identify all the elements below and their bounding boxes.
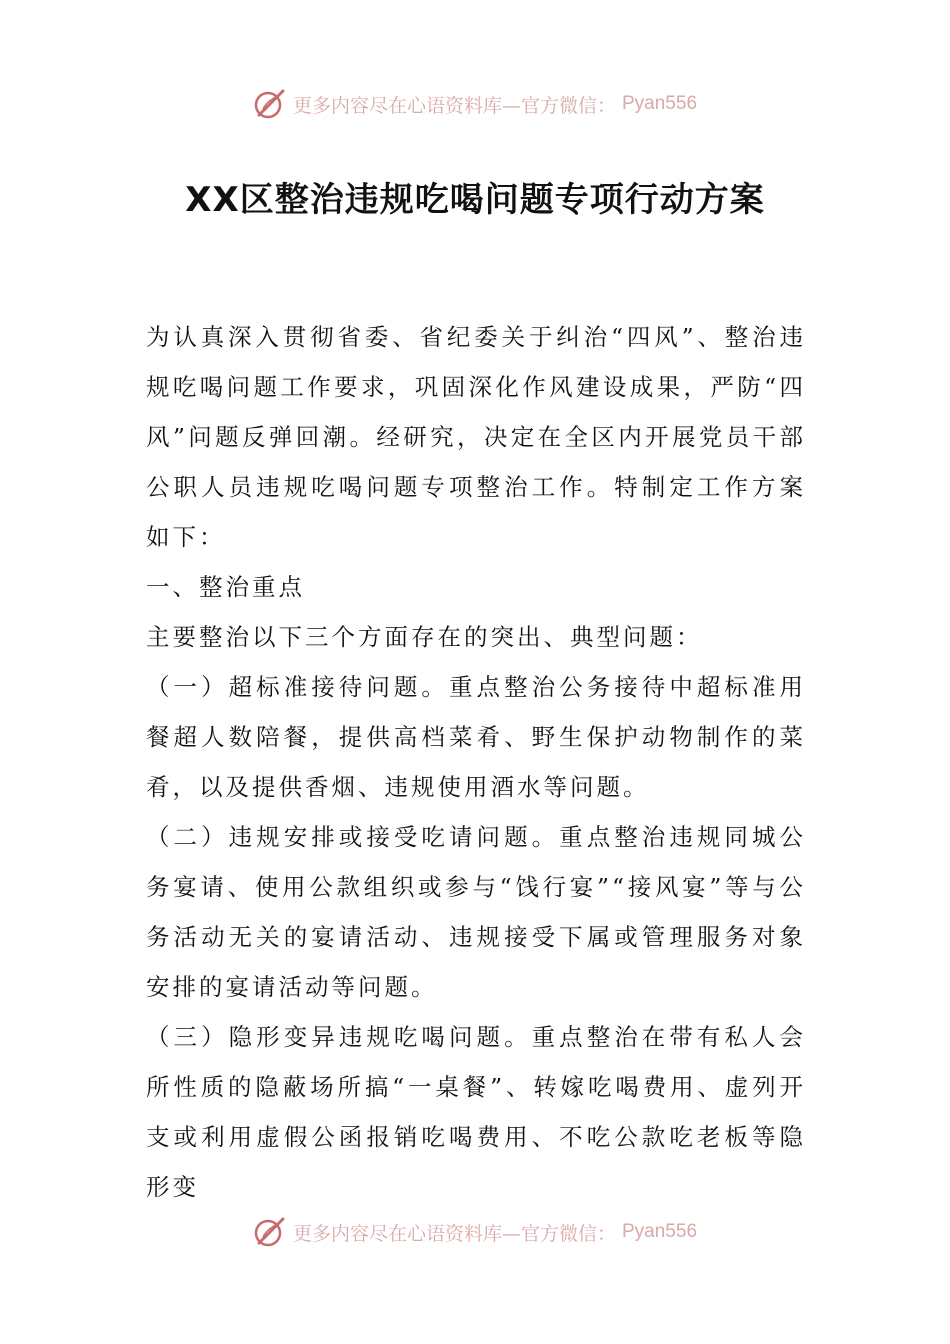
section-lead: 主要整治以下三个方面存在的突出、典型问题：	[146, 623, 703, 651]
item-paragraph: （三）隐形变异违规吃喝问题。重点整治在带有私人会所性质的隐蔽场所搞“一桌餐”、转嫁吃喝费用、虚列开支或利用虚假公函报销吃喝费用、不吃公款吃老板等隐形变	[146, 1023, 806, 1201]
header-watermark	[0, 84, 950, 124]
watermark-site-text: 更多内容尽在心语资料库—官方微信：	[292, 94, 616, 117]
watermark-wechat-id: Pyan556	[622, 93, 698, 114]
watermark-wechat-id: Pyan556	[622, 1221, 698, 1242]
pen-logo-icon	[253, 1215, 287, 1249]
section-heading: 一、整治重点	[146, 573, 305, 601]
intro-paragraph: 为认真深入贯彻省委、省纪委关于纠治“四风”、整治违规吃喝问题工作要求，巩固深化作风建设成果，严防“四风”问题反弹回潮。经研究，决定在全区内开展党员干部公职人员违规吃喝问题专项整治工作。特制定工作方案如下：	[146, 323, 806, 551]
document-body	[146, 312, 806, 1212]
item-paragraph: （一）超标准接待问题。重点整治公务接待中超标准用餐超人数陪餐，提供高档菜肴、野生保护动物制作的菜肴，以及提供香烟、违规使用酒水等问题。	[146, 673, 806, 801]
item-paragraph: （二）违规安排或接受吃请问题。重点整治违规同城公务宴请、使用公款组织或参与“饯行宴”“接风宴”等与公务活动无关的宴请活动、违规接受下属或管理服务对象安排的宴请活动等问题。	[146, 823, 806, 1001]
document-title: XX区整治违规吃喝问题专项行动方案	[185, 180, 765, 220]
footer-watermark	[0, 1212, 950, 1252]
watermark-site-text: 更多内容尽在心语资料库—官方微信：	[292, 1222, 616, 1245]
pen-logo-icon	[253, 87, 287, 121]
